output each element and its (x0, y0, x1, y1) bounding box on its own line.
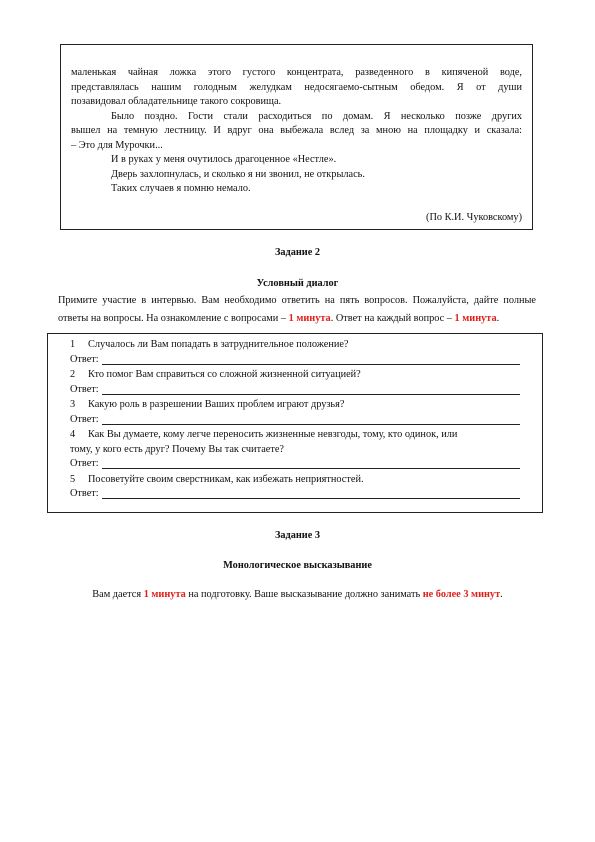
answer-line[interactable] (102, 487, 520, 499)
story-line: И в руках у меня очутилось драгоценное «Нестле». (111, 154, 337, 165)
question-text: Как Вы думаете, кому легче переносить жизненные невзгоды, тому, кто одинок, или (88, 429, 458, 440)
task3-instructions (0, 589, 595, 600)
instr-text: Вам дается (92, 589, 144, 600)
answer-label: Ответ: (70, 458, 99, 469)
question-5 (70, 473, 532, 488)
answer-line[interactable] (102, 353, 520, 365)
answer-label: Ответ: (70, 353, 99, 365)
task3-title: Задание 3 (274, 530, 321, 541)
question-number: 4 (70, 429, 76, 440)
answer-row (70, 487, 532, 502)
task2-subtitle: Условный диалог (256, 278, 339, 289)
instr-text: на подготовку. Ваше высказывание должно занимать (185, 589, 423, 600)
instr-text: . Ответ на каждый вопрос – (330, 313, 455, 324)
answer-row (70, 383, 532, 398)
question-text: Посоветуйте своим сверстникам, как избежать неприятностей. (88, 473, 364, 485)
time-highlight: 1 минута (288, 313, 331, 324)
answer-row (70, 413, 532, 428)
time-highlight: 1 минута (143, 589, 186, 600)
questions-box (47, 333, 543, 513)
answer-label: Ответ: (70, 383, 99, 395)
story-line: маленькая чайная ложка этого густого концентрата, разведенного в кипяченой воде, (71, 67, 522, 78)
answer-line[interactable] (102, 383, 520, 395)
question-4-cont: тому, у кого есть друг? Почему Вы так считаете? (70, 443, 284, 455)
story-line: – Это для Мурочки... (71, 139, 163, 151)
task2-instructions-line1: Примите участие в интервью. Вам необходимо ответить на пять вопросов. Пожалуйста, дайте полные (58, 295, 536, 306)
instr-text: . (496, 313, 500, 324)
question-4 (70, 428, 532, 443)
task3-subtitle: Монологическое высказывание (223, 560, 372, 571)
question-text: Какую роль в разрешении Ваших проблем играют друзья? (88, 399, 345, 410)
story-line: представлялась нашим голодным желудкам недосягаемо-сытным обедом. Я от души (71, 81, 522, 93)
story-excerpt-box (60, 44, 533, 230)
answer-label: Ответ: (70, 413, 99, 425)
question-text: Случалось ли Вам попадать в затруднительное положение? (88, 339, 349, 350)
story-line: Было поздно. Гости стали расходиться по домам. Я несколько позже других (111, 110, 522, 122)
time-highlight: 1 минута (454, 313, 497, 324)
task2-instructions-line2 (58, 310, 536, 328)
task2-title: Задание 2 (274, 247, 321, 258)
question-number: 5 (70, 473, 76, 485)
question-text: Кто помог Вам справиться со сложной жизненной ситуацией? (88, 369, 361, 380)
story-source: (По К.И. Чуковскому) (426, 211, 522, 223)
answer-line[interactable] (102, 457, 520, 469)
story-line: вышел на темную лестницу. И вдруг она выбежала вслед за мною на площадку и сказала: (71, 125, 522, 136)
answer-line[interactable] (102, 413, 520, 425)
task2-instructions (58, 292, 536, 328)
question-number: 3 (70, 399, 76, 410)
story-line: Дверь захлопнулась, и сколько я ни звонил, не открылась. (111, 168, 365, 180)
instr-text: ответы на вопросы. На ознакомление с вопросами – (58, 313, 289, 324)
question-number: 2 (70, 369, 76, 380)
answer-label: Ответ: (70, 488, 99, 499)
answer-row (70, 353, 532, 368)
question-2 (70, 368, 532, 383)
time-highlight: не более 3 минут (422, 589, 501, 600)
instr-text: . (500, 589, 503, 600)
answer-row (70, 457, 532, 472)
story-line: Таких случаев я помню немало. (111, 183, 251, 194)
story-line: позавидовал обладательнице такого сокровища. (71, 96, 282, 107)
question-number: 1 (70, 339, 76, 350)
question-3 (70, 398, 532, 413)
question-1 (70, 338, 532, 353)
